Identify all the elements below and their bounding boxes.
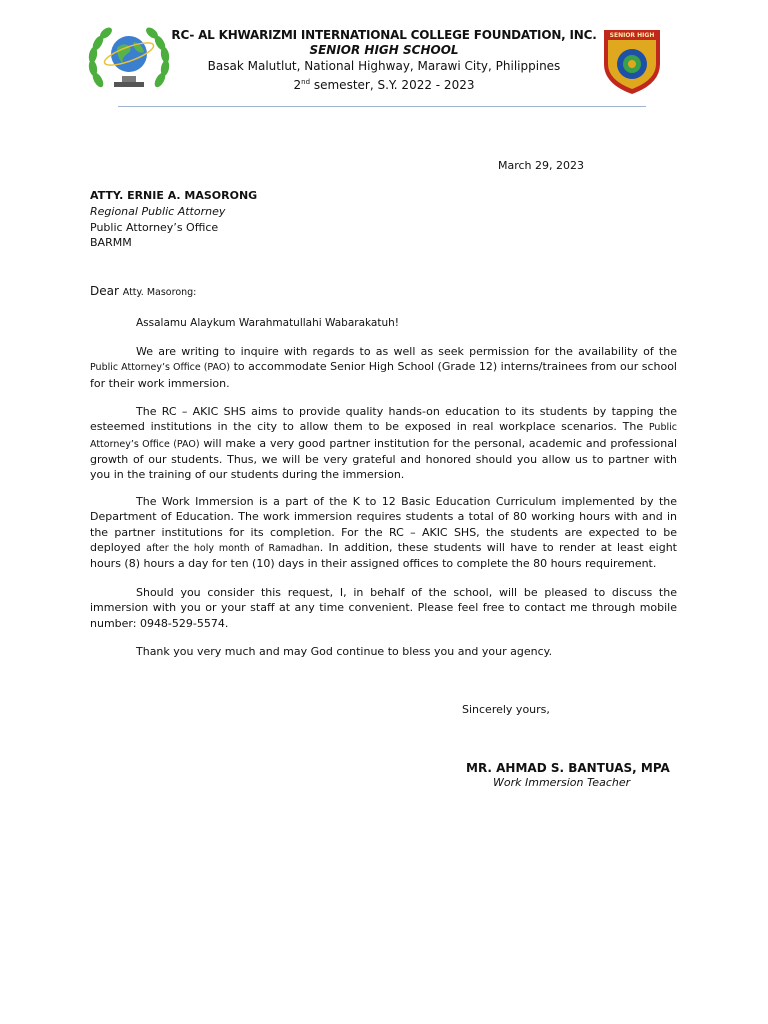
semester-number: 2 — [293, 78, 302, 92]
semester-suffix: nd — [301, 78, 311, 86]
recipient-region: BARMM — [90, 236, 132, 249]
p2-text-c: will make a very good partner institution for the personal, academic and professional growth of our students. Thus, we will be very grateful and honored should you allow us to partner with you in the training of our students during the immersion. — [90, 436, 677, 482]
p1-text-c: to accommodate Senior High School (Grade 12) interns/trainees from our school for their work immersion. — [90, 360, 677, 390]
p3-ramadhan: after the holy month of Ramadhan — [146, 542, 320, 554]
p3-text-a: The Work Immersion is a part of the K to 12 Basic Education Curriculum implemented by the Department of Education. The work immersion requires students a total of 80 working hours with and in the partner institutions for its completion. For the RC – AKIC SHS, the students are expected to be deployed — [90, 495, 677, 554]
recipient-title: Regional Public Attorney — [90, 205, 226, 218]
closing: Sincerely yours, — [462, 703, 550, 716]
signer-title: Work Immersion Teacher — [493, 776, 631, 789]
p1-text-a: We are writing to inquire with regards to as well as seek permission for the availability of the — [136, 345, 677, 358]
p5-text: Thank you very much and may God continue to bless you and your agency. — [136, 645, 553, 658]
paragraph-3 — [90, 494, 677, 571]
p4-text: Should you consider this request, I, in behalf of the school, will be pleased to discuss the immersion with you or your staff at any time convenient. Please feel free to contact me through mobile number: 0948-529-5574. — [90, 586, 677, 630]
p3-text-c: . In addition, these students will have to render at least eight hours (8) hours a day for ten (10) days in their assigned offices to complete the 80 hours requirement. — [90, 540, 677, 571]
school-address: Basak Malutlut, National Highway, Marawi City, Philippines — [207, 59, 561, 73]
recipient-office: Public Attorney’s Office — [90, 221, 219, 234]
recipient-name: ATTY. ERNIE A. MASORONG — [90, 189, 258, 202]
p2-office: Public Attorney’s Office (PAO) — [90, 422, 677, 450]
semester-line — [150, 74, 618, 93]
paragraph-2 — [90, 404, 677, 482]
paragraph-5 — [90, 644, 677, 659]
seal-text: SENIOR HIGH — [609, 32, 655, 39]
senior-high-seal-icon — [600, 26, 664, 96]
salutation-word: Dear — [90, 284, 119, 298]
header-divider — [118, 106, 646, 107]
islamic-greeting: Assalamu Alaykum Warahmatullahi Wabarakatuh! — [136, 317, 399, 329]
p2-text-a: The RC – AKIC SHS aims to provide quality hands-on education to its students by tapping the esteemed institutions in the city to allow them to be exposed in real workplace scenarios. The — [90, 405, 677, 434]
letter-date: March 29, 2023 — [498, 159, 585, 172]
school-name: SENIOR HIGH SCHOOL — [309, 43, 459, 57]
p1-office: Public Attorney’s Office (PAO) — [90, 362, 231, 374]
signer-name: MR. AHMAD S. BANTUAS, MPA — [466, 761, 670, 775]
salutation — [90, 283, 196, 301]
paragraph-4 — [90, 585, 677, 631]
letterhead — [150, 27, 618, 93]
org-name: RC- AL KHWARIZMI INTERNATIONAL COLLEGE FOUNDATION, INC. — [171, 28, 597, 42]
semester-text: semester, S.Y. 2022 - 2023 — [310, 78, 475, 92]
paragraph-1 — [90, 344, 677, 391]
salutation-name: Atty. Masorong: — [122, 287, 197, 298]
